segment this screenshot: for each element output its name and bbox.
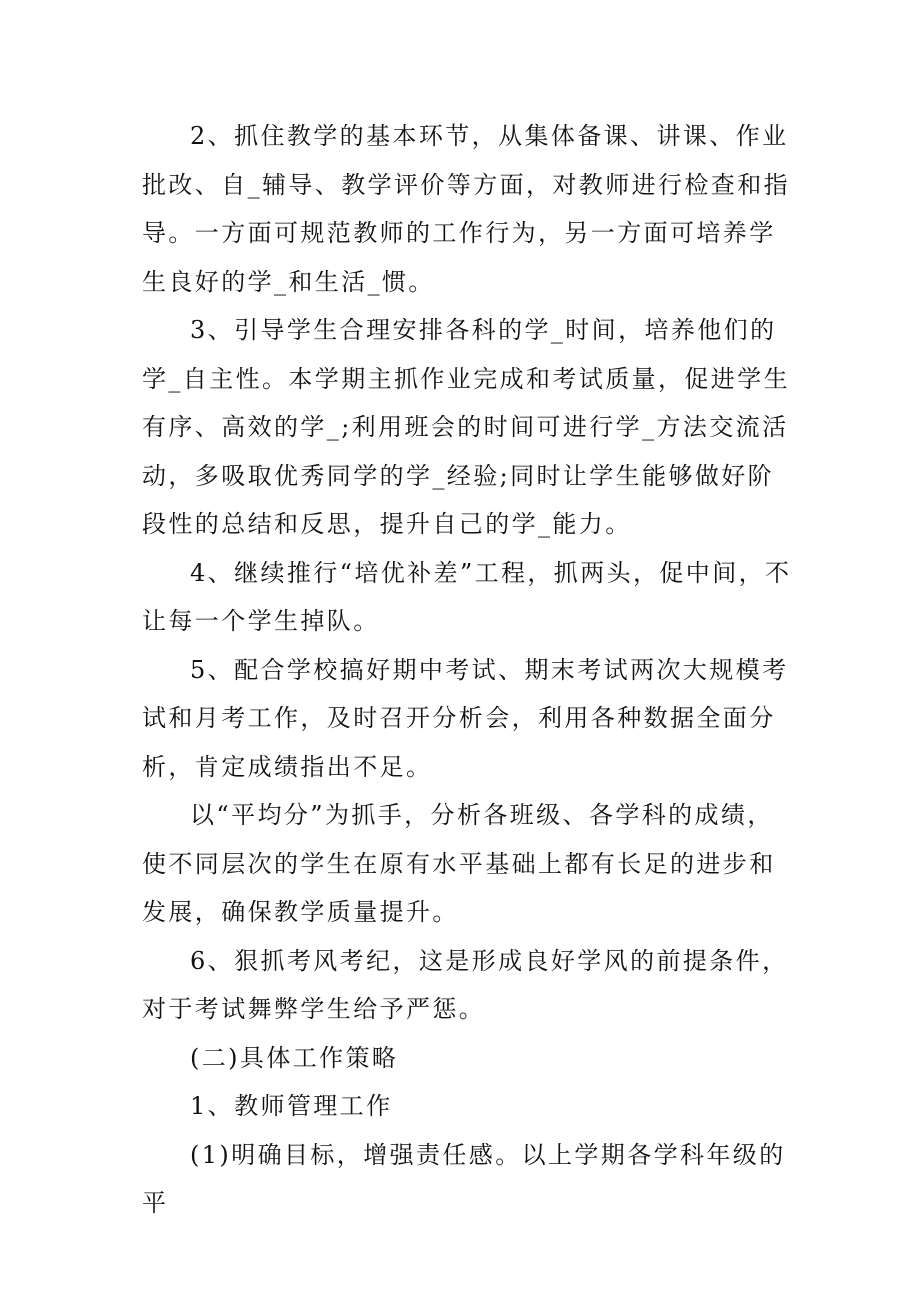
paragraph-exam-discipline: 6、狠抓考风考纪，这是形成良好学风的前提条件，对于考试舞弊学生给予严惩。 <box>142 946 789 1023</box>
paragraph-exam-analysis: 5、配合学校搞好期中考试、期末考试两次大规模考试和月考工作，及时召开分析会，利用各种数据全面分析，肯定成绩指出不足。 <box>142 655 789 781</box>
paragraph-tutoring-program: 4、继续推行“培优补差”工程，抓两头，促中间，不让每一个学生掉队。 <box>142 558 792 635</box>
subsection-heading-teacher-management: 1、教师管理工作 <box>190 1092 393 1120</box>
paragraph-basic-teaching-steps: 2、抓住教学的基本环节，从集体备课、讲课、作业批改、自_辅导、教学评价等方面，对教师进行检查和指导。一方面可规范教师的工作行为，另一方面可培养学生良好的学_和生活_惯。 <box>142 122 790 296</box>
paragraph-clear-goals: (1)明确目标，增强责任感。以上学期各学科年级的平 <box>142 1140 786 1217</box>
document-body <box>142 112 792 1228</box>
paragraph-average-score: 以“平均分”为抓手，分析各班级、各学科的成绩，使不同层次的学生在原有水平基础上都有长足的进步和发展，确保教学质量提升。 <box>142 801 776 926</box>
section-heading-strategies: (二)具体工作策略 <box>190 1043 399 1072</box>
paragraph-study-time-arrangement: 3、引导学生合理安排各科的学_时间，培养他们的学_自主性。本学期主抓作业完成和考试质量，促进学生有序、高效的学_;利用班会的时间可进行学_方法交流活动，多吸取优秀同学的学_经验;同时让学生能够做好阶段性的总结和反思，提升自己的学_能力。 <box>142 316 790 538</box>
